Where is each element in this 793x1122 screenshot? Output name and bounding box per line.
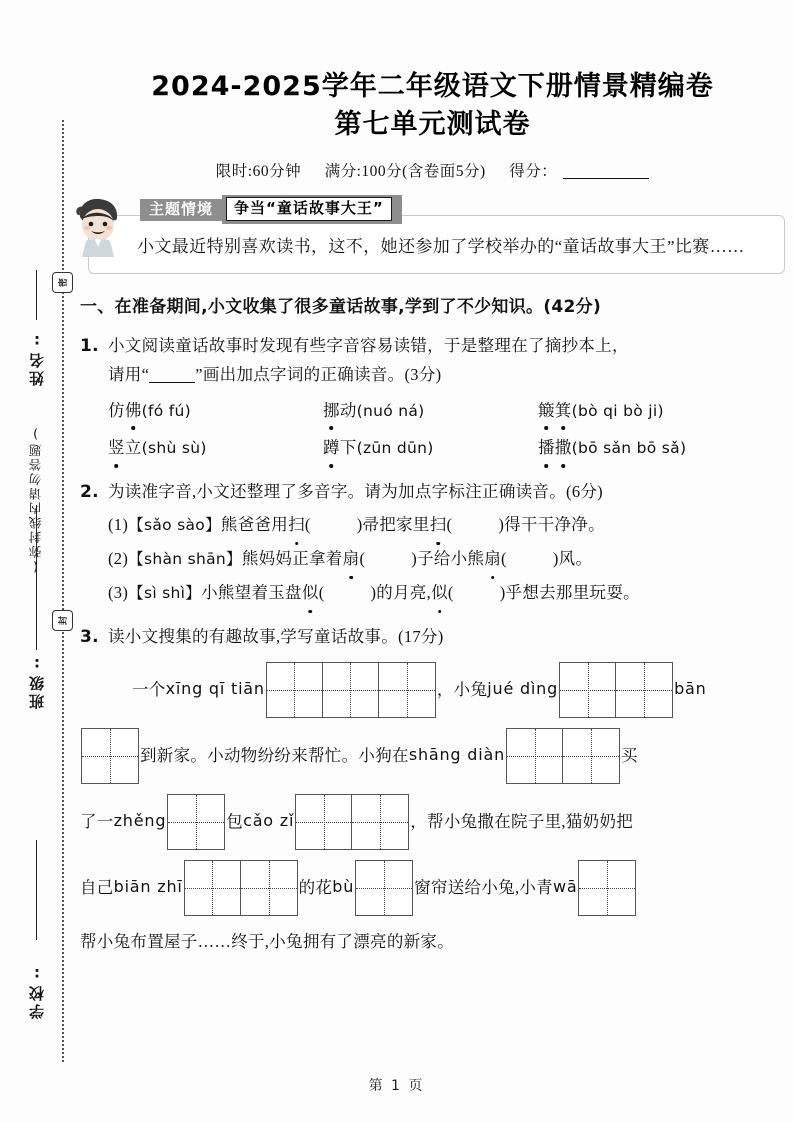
tianzige-grid[interactable] [295, 794, 409, 850]
score-blank[interactable] [563, 163, 649, 179]
option-word-post: 动 [339, 400, 357, 420]
tianzige-cell[interactable] [241, 861, 297, 915]
option-item[interactable] [323, 433, 538, 463]
tianzige-cell[interactable] [560, 663, 616, 717]
seal-binding-strip [0, 0, 76, 1122]
option-pinyin: (nuó ná) [356, 401, 425, 420]
subitem-seg1: 熊妈妈正拿着 [241, 549, 343, 569]
seal-stamp-bottom: 封 [52, 610, 73, 631]
subitem-bracket: 【sǎo sào】 [128, 516, 221, 535]
question-1-stem [108, 331, 785, 390]
subitem-dot-char-1: 扫 [288, 510, 305, 540]
pinyin-text: biān zhī [113, 877, 183, 897]
option-dot-char-2: 箕 [555, 396, 572, 425]
tianzige-cell[interactable] [82, 729, 138, 783]
student-class-field[interactable] [14, 645, 58, 715]
subitem-index: (2) [108, 549, 129, 569]
pinyin-text: shāng diàn [408, 745, 506, 765]
student-name-field[interactable] [14, 322, 58, 392]
seal-rule-top [36, 270, 37, 320]
line-text: 买 [621, 745, 638, 765]
page-title: 2024-2025学年二年级语文下册情景精编卷 [151, 71, 714, 102]
subitem-index: (3) [108, 583, 129, 603]
question-2-subitem[interactable]: (3)【sì shì】小熊望着玉盘似( )的月亮,似( )乎想去那里玩耍。 [108, 578, 785, 608]
tianzige-cell[interactable] [296, 795, 352, 849]
option-dot-char: 蹲 [323, 433, 340, 462]
time-limit: 限时:60分钟 [215, 162, 302, 180]
student-name-label: 姓名: [27, 328, 46, 386]
tianzige-grid[interactable] [266, 662, 436, 718]
question-1-stem-part1: 小文阅读童话故事时发现有些字音容易读错，于是整理在了摘抄本上， [108, 335, 629, 355]
student-avatar-icon [68, 195, 130, 257]
option-item[interactable] [538, 396, 785, 426]
question-3-number: 3. [80, 627, 99, 648]
question-1-options [108, 396, 785, 463]
subitem-dot-char-2: 似 [431, 578, 448, 608]
option-pinyin: (fó fú) [141, 401, 191, 420]
question-2-subitem[interactable]: (1)【sǎo sào】熊爸爸用扫( )帚把家里扫( )得干干净净。 [108, 510, 785, 540]
subitem-seg1: 熊爸爸用 [220, 515, 289, 535]
tianzige-cell[interactable] [563, 729, 619, 783]
scenario-text: 小文最近特别喜欢读书，这不，她还参加了学校举办的“童话故事大王”比赛…… [137, 236, 745, 256]
line-text: 的花 [298, 877, 333, 897]
pinyin-text: xīng qī tiān [165, 679, 265, 699]
subitem-dot-char-2: 扫 [430, 510, 447, 540]
scenario-topic: 争当“童话故事大王” [226, 197, 392, 221]
tianzige-cell[interactable] [507, 729, 563, 783]
line-text: 了一 [80, 811, 114, 831]
pinyin-text: zhěng [113, 811, 167, 831]
option-dot-char-2: 撒 [555, 433, 572, 462]
page-subtitle: 第七单元测试卷 [334, 109, 531, 141]
tianzige-grid[interactable] [506, 728, 620, 784]
pinyin-text: cǎo zǐ [243, 811, 295, 831]
score-label: 得分： [509, 162, 558, 180]
option-pinyin: (zūn dūn) [356, 439, 434, 458]
tianzige-grid[interactable] [559, 662, 673, 718]
tianzige-cell[interactable] [168, 795, 224, 849]
subitem-bracket: 【shàn shān】 [128, 550, 242, 569]
option-dot-char: 挪 [323, 396, 340, 425]
subitem-seg3: 风。 [558, 549, 593, 569]
option-pinyin: (bò qi bò ji) [571, 401, 664, 420]
option-pinyin: (shù sù) [141, 439, 207, 458]
question-1-stem-post: ”画出加点字词的正确读音。(3分) [195, 365, 442, 385]
option-pinyin: (bō sǎn bō sǎ) [571, 439, 687, 458]
section-heading: 一、在准备期间,小文收集了很多童话故事,学到了不少知识。(42分) [80, 296, 602, 317]
subitem-seg3: 乎想去那里玩耍。 [505, 583, 640, 603]
line-text: 到新家。小动物纷纷来帮忙。小狗在 [140, 745, 409, 765]
question-2 [80, 477, 785, 608]
subitem-bracket: 【sì shì】 [128, 584, 202, 603]
tianzige-cell[interactable] [579, 861, 635, 915]
student-school-label: 学校: [27, 961, 46, 1019]
writing-line [80, 662, 785, 718]
writing-line [80, 728, 785, 784]
question-2-number: 2. [80, 481, 99, 502]
tianzige-cell[interactable] [616, 663, 672, 717]
pinyin-text: bān [674, 679, 707, 699]
title-block [80, 0, 785, 145]
question-3 [80, 622, 785, 651]
question-2-subitem[interactable]: (2)【shàn shān】熊妈妈正拿着扇( )子给小熊扇( )风。 [108, 544, 785, 574]
tianzige-cell[interactable] [185, 861, 241, 915]
option-word-post: 立 [124, 438, 142, 458]
subitem-seg2: 的月亮, [376, 583, 432, 603]
page-footer: 第 1 页 [368, 1078, 425, 1094]
tianzige-cell[interactable] [323, 663, 379, 717]
line-text: 包 [226, 811, 244, 831]
seal-stamp-top: 密 [52, 272, 73, 293]
question-3-closing-line: 帮小兔布置屋子……终于,小兔拥有了漂亮的新家。 [80, 931, 455, 951]
line-text: 窗帘送给小兔,小青 [414, 877, 553, 897]
tianzige-grid[interactable] [184, 860, 298, 916]
option-item[interactable] [108, 433, 323, 463]
pinyin-text: wā [552, 877, 578, 897]
line-text: ，小兔 [436, 679, 488, 699]
exam-content [80, 0, 785, 1122]
tianzige-cell[interactable] [356, 861, 412, 915]
question-1-stem-pre: 请用“ [108, 365, 150, 385]
subitem-dot-char-2: 扇 [484, 544, 501, 574]
line-text: 自己 [80, 877, 114, 897]
option-dot-char: 簸 [538, 396, 555, 425]
scenario-text-box [88, 215, 785, 274]
option-word-pre: 仿 [108, 400, 125, 420]
pinyin-text: jué dìng [487, 679, 559, 699]
seal-rule-mid [36, 505, 37, 650]
subitem-dot-char-1: 似 [302, 578, 319, 608]
underline-sample [149, 368, 195, 383]
subitem-seg3: 得干干净净。 [504, 515, 605, 535]
subitem-seg2: 帚把家里 [362, 515, 430, 535]
option-dot-char: 播 [538, 433, 555, 462]
option-dot-char: 竖 [108, 433, 125, 462]
exam-meta [80, 159, 785, 181]
tianzige-cell[interactable] [267, 663, 323, 717]
seal-dotted-line [62, 120, 64, 1062]
student-school-field[interactable] [14, 955, 58, 1025]
subitem-seg1: 小熊望着玉盘 [201, 583, 302, 603]
question-1 [80, 331, 785, 463]
question-2-stem: 为读准字音,小文还整理了多音字。请为加点字标注正确读音。(6分) [108, 481, 603, 501]
scenario-topic-wrap [222, 195, 402, 224]
option-word-post: 下 [339, 438, 357, 458]
tianzige-grid[interactable] [578, 860, 636, 916]
question-3-writing-area [80, 662, 785, 916]
writing-line [80, 860, 785, 916]
student-class-label: 班级: [27, 651, 46, 709]
option-item[interactable] [323, 396, 538, 426]
question-3-stem: 读小文搜集的有趣故事,学写童话故事。(17分) [108, 627, 444, 647]
tianzige-grid[interactable] [355, 860, 413, 916]
seal-rule-bottom [36, 840, 37, 940]
option-dot-char: 佛 [125, 396, 142, 425]
tianzige-cell[interactable] [379, 663, 435, 717]
tianzige-grid[interactable] [81, 728, 139, 784]
tianzige-cell[interactable] [352, 795, 408, 849]
subitem-dot-char-1: 扇 [343, 544, 360, 574]
option-item[interactable] [108, 396, 323, 426]
line-text: ，帮小兔撒在院子里,猫奶奶把 [410, 811, 634, 831]
subitem-index: (1) [108, 515, 129, 535]
scenario-section [80, 197, 785, 274]
full-marks: 满分:100分(含卷面5分) [324, 162, 486, 180]
pinyin-text: bù [332, 877, 355, 897]
line-text: 一个 [132, 679, 166, 699]
tianzige-grid[interactable] [167, 794, 225, 850]
seal-notice-text: (弥封线内请勿答题) [28, 425, 43, 575]
subitem-seg2: 子给小熊 [417, 549, 485, 569]
question-1-number: 1. [80, 335, 99, 356]
writing-line [80, 794, 785, 850]
option-item[interactable] [538, 433, 785, 463]
question-2-subitems [108, 510, 785, 608]
scenario-tag: 主题情境 [140, 199, 222, 221]
